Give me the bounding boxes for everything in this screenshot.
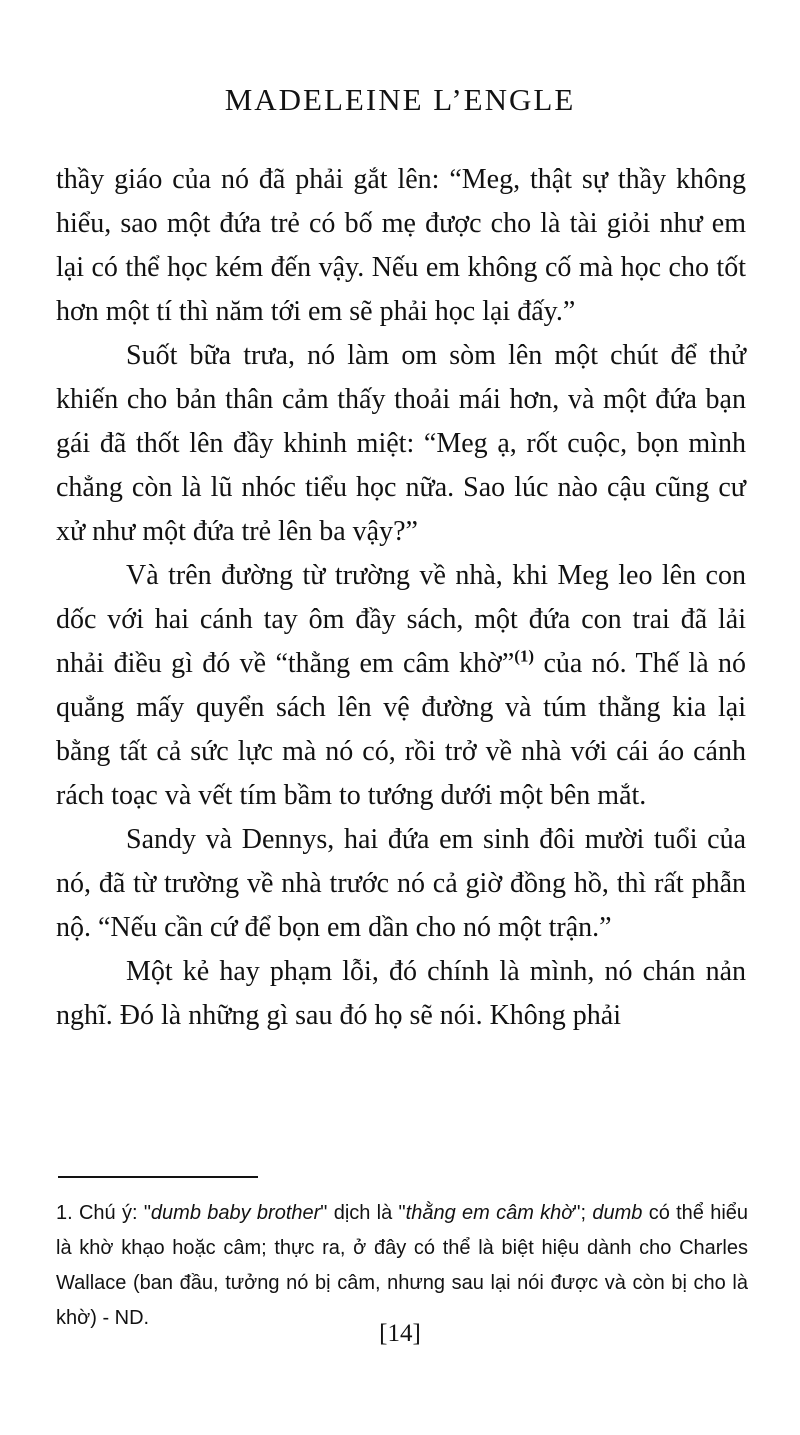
footnote-separator [58,1176,258,1178]
paragraph-3 [56,554,746,818]
footnote-segment-italic: dumb baby brother [150,1202,321,1224]
footnote-segment-italic: dumb [592,1202,643,1224]
running-head: MADELEINE L’ENGLE [224,82,576,117]
footnote-reference-marker: (1) [514,646,535,666]
paragraph-2: Suốt bữa trưa, nó làm om sòm lên một chút để thử khiến cho bản thân cảm thấy thoải mái hơn, và một đứa bạn gái đã thốt lên đầy khinh miệt: “Meg ạ, rốt cuộc, bọn mình chẳng còn là lũ nhóc tiểu học nữa. Sao lúc nào cậu cũng cư xử như một đứa trẻ lên ba vậy?” [56,340,746,547]
body-text [56,158,746,1038]
page-number: [14] [379,1320,421,1347]
paragraph-5: Một kẻ hay phạm lỗi, đó chính là mình, nó chán nản nghĩ. Đó là những gì sau đó họ sẽ nói. Không phải [56,956,746,1031]
paragraph-3-text-after-note: của nó. Thế là nó quẳng mấy quyển sách lên vệ đường và túm thằng kia lại bằng tất cả sức lực mà nó có, rồi trở về nhà với cái áo cánh rách toạc và vết tím bầm to tướng dưới một bên mắt. [56,648,746,811]
paragraph-1: thầy giáo của nó đã phải gắt lên: “Meg, thật sự thầy không hiểu, sao một đứa trẻ có bố mẹ được cho là tài giỏi như em lại có thể học kém đến vậy. Nếu em không cố mà học cho tốt hơn một tí thì năm tới em sẽ phải học lại đấy.” [56,164,746,327]
footnote-segment: có thể hiểu là khờ khạo hoặc câm; thực ra, ở đây có thể là biệt hiệu dành cho Charles Wallace (ban đầu, tưởng nó bị câm, nhưng sau lại nói được và còn bị cho là khờ) - ND. [56,1202,749,1329]
paragraph-3-text-before-note: Và trên đường từ trường về nhà, khi Meg leo lên con dốc với hai cánh tay ôm đầy sách, một đứa con trai đã lải nhải điều gì đó về “thằng em câm khờ” [56,560,746,679]
footnote [56,1196,748,1336]
footnote-segment: 1. Chú ý: " [56,1202,151,1224]
footnote-segment: " dịch là " [320,1202,406,1224]
footnote-segment: "; [573,1202,593,1224]
footnote-segment-italic: thằng em câm khờ [405,1202,574,1224]
paragraph-4: Sandy và Dennys, hai đứa em sinh đôi mười tuổi của nó, đã từ trường về nhà trước nó cả giờ đồng hồ, thì rất phẫn nộ. “Nếu cần cứ để bọn em dần cho nó một trận.” [56,824,746,943]
